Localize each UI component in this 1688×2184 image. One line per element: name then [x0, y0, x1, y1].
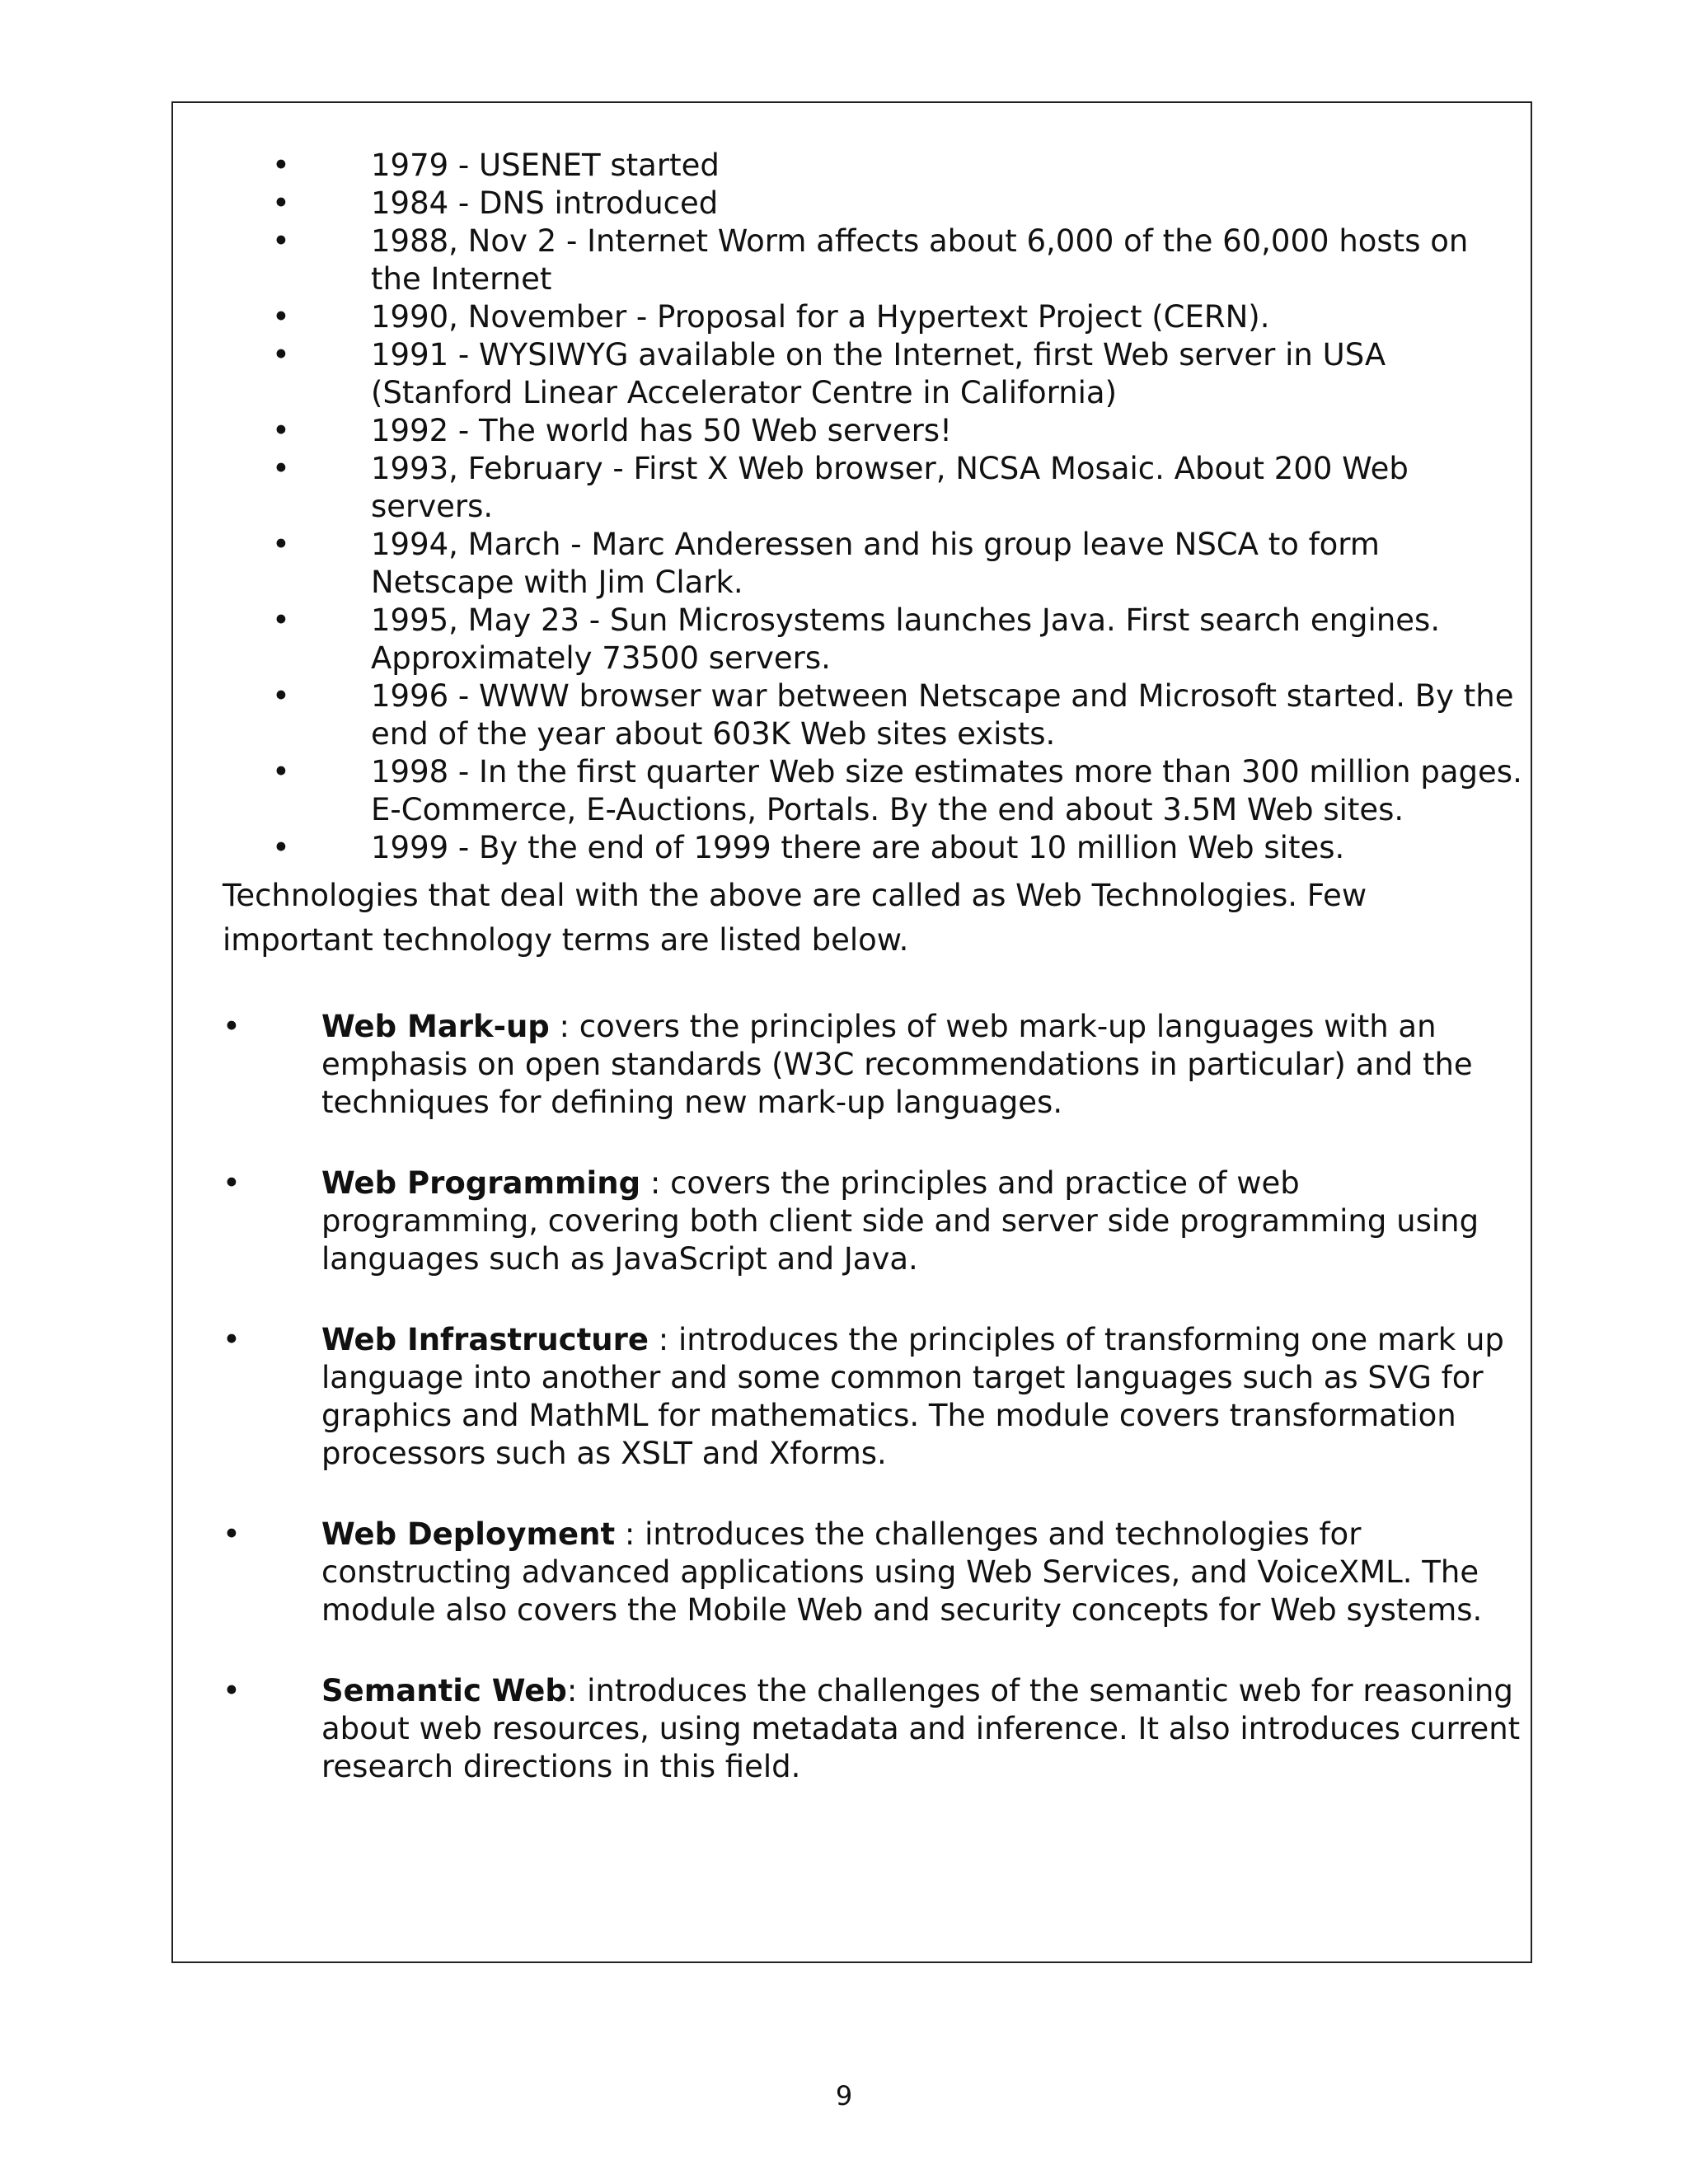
timeline-item-text: 1990, November - Proposal for a Hypertext Project (CERN).	[371, 299, 1270, 335]
timeline-item	[272, 677, 1525, 753]
bullet-icon: •	[272, 602, 290, 638]
bullet-icon: •	[223, 1516, 241, 1552]
bullet-icon: •	[272, 413, 290, 448]
bullet-icon: •	[223, 1673, 241, 1708]
web-technology-terms	[223, 1008, 1525, 1829]
term-separator: :	[549, 1009, 579, 1044]
timeline-item	[272, 450, 1525, 526]
bullet-icon: •	[272, 754, 290, 790]
term-separator: :	[566, 1673, 588, 1708]
bullet-icon: •	[272, 678, 290, 714]
timeline-item	[272, 829, 1525, 867]
term-separator: :	[640, 1165, 671, 1201]
timeline-item-text: 1996 - WWW browser war between Netscape and Microsoft started. By the end of the year about 603K Web sites exists.	[371, 678, 1514, 752]
timeline-item-text: 1988, Nov 2 - Internet Worm affects about 6,000 of the 60,000 hosts on the Internet	[371, 223, 1469, 297]
timeline-item-text: 1991 - WYSIWYG available on the Internet, first Web server in USA (Stanford Linear Accelerator Centre in California)	[371, 337, 1386, 410]
bullet-icon: •	[272, 185, 290, 221]
bullet-icon: •	[223, 1165, 241, 1201]
timeline-item	[272, 147, 1525, 185]
timeline-item-text: 1979 - USENET started	[371, 148, 720, 183]
term-name: Web Mark-up	[321, 1009, 550, 1044]
bullet-icon: •	[272, 223, 290, 259]
timeline-item-text: 1993, February - First X Web browser, NCSA Mosaic. About 200 Web servers.	[371, 451, 1409, 524]
bullet-icon: •	[272, 148, 290, 183]
timeline-item-text: 1992 - The world has 50 Web servers!	[371, 413, 952, 448]
internet-history-timeline	[272, 147, 1525, 867]
term-description: introduces the principles of transforming one mark up language into another and some common target languages such as SVG for graphics and MathML for mathematics. The module covers transformation processors such as XSLT and Xforms.	[321, 1322, 1504, 1471]
timeline-item-text: 1998 - In the first quarter Web size estimates more than 300 million pages. E-Commerce, E-Auctions, Portals. By the end about 3.5M Web sites.	[371, 754, 1522, 827]
term-separator: :	[615, 1516, 645, 1552]
timeline-item-text: 1995, May 23 - Sun Microsystems launches Java. First search engines. Approximately 73500 servers.	[371, 602, 1441, 676]
bullet-icon: •	[223, 1322, 241, 1357]
bullet-icon: •	[272, 527, 290, 562]
timeline-item-text: 1994, March - Marc Anderessen and his group leave NSCA to form Netscape with Jim Clark.	[371, 527, 1380, 600]
page-number: 9	[835, 2080, 853, 2111]
timeline-item	[272, 223, 1525, 298]
timeline-item	[272, 412, 1525, 450]
timeline-item	[272, 602, 1525, 677]
term-name: Web Deployment	[321, 1516, 616, 1552]
bullet-icon: •	[272, 337, 290, 373]
timeline-item	[272, 526, 1525, 602]
term-item	[223, 1672, 1525, 1786]
term-separator: :	[648, 1322, 678, 1357]
bullet-icon: •	[272, 299, 290, 335]
timeline-item	[272, 185, 1525, 223]
term-item	[223, 1321, 1525, 1473]
term-description: covers the principles of web mark-up languages with an emphasis on open standards (W3C recommendations in particular) and the techniques for defining new mark-up languages.	[321, 1009, 1473, 1120]
term-name: Web Programming	[321, 1165, 641, 1201]
term-name: Semantic Web	[321, 1673, 567, 1708]
term-item	[223, 1008, 1525, 1122]
intro-paragraph: Technologies that deal with the above are called as Web Technologies. Few important technology terms are listed below.	[223, 878, 1367, 958]
bullet-icon: •	[272, 830, 290, 865]
timeline-item	[272, 298, 1525, 336]
term-description: introduces the challenges and technologies for constructing advanced applications using Web Services, and VoiceXML. The module also covers the Mobile Web and security concepts for Web systems.	[321, 1516, 1483, 1628]
bullet-icon: •	[272, 451, 290, 486]
term-description: introduces the challenges of the semantic web for reasoning about web resources, using metadata and inference. It also introduces current research directions in this field.	[321, 1673, 1521, 1784]
timeline-item	[272, 753, 1525, 829]
timeline-item-text: 1984 - DNS introduced	[371, 185, 719, 221]
term-item	[223, 1165, 1525, 1278]
bullet-icon: •	[223, 1009, 241, 1044]
timeline-item-text: 1999 - By the end of 1999 there are about 10 million Web sites.	[371, 830, 1345, 865]
term-item	[223, 1516, 1525, 1629]
term-name: Web Infrastructure	[321, 1322, 649, 1357]
term-description: covers the principles and practice of web programming, covering both client side and server side programming using languages such as JavaScript and Java.	[321, 1165, 1479, 1277]
timeline-item	[272, 336, 1525, 412]
